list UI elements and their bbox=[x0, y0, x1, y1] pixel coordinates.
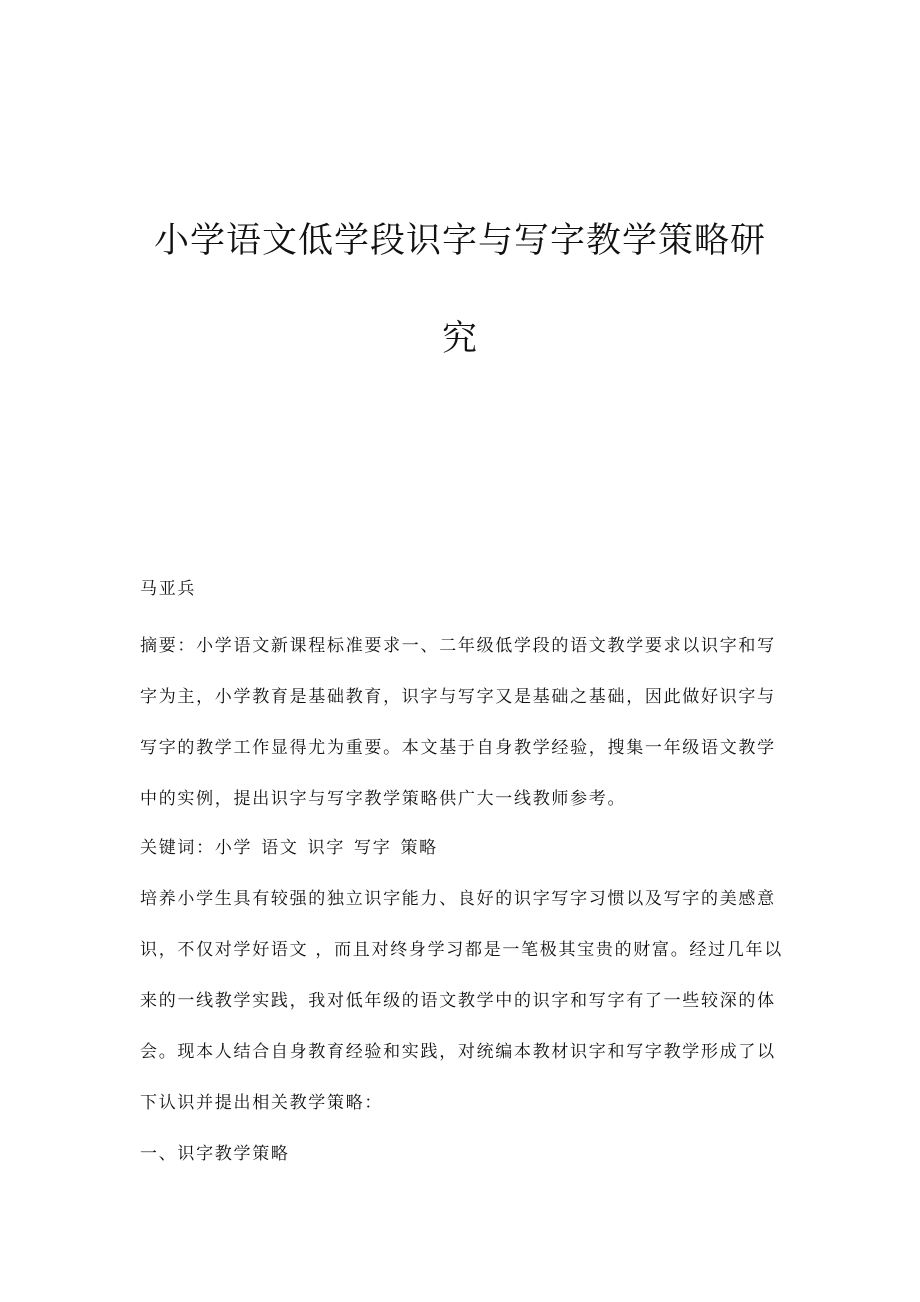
intro-line: 培养小学生具有较强的独立识字能力、良好的识字写字习惯以及写字的美感意 bbox=[140, 889, 776, 909]
intro-paragraph bbox=[140, 874, 790, 1129]
keyword-item: 写字 bbox=[354, 838, 392, 858]
keyword-item: 策略 bbox=[400, 838, 438, 858]
section-heading-text: 一、识字教学策略 bbox=[140, 1144, 290, 1164]
intro-line: 来的一线教学实践，我对低年级的语文教学中的识字和写字有了一些较深的体 bbox=[140, 991, 776, 1011]
abstract-line: 中的实例，提出识字与写字教学策略供广大一线教师参考。 bbox=[140, 789, 627, 809]
keyword-item: 识字 bbox=[307, 838, 346, 858]
abstract-line: 摘要：小学语文新课程标准要求一、二年级低学段的语文教学要求以识字和写 bbox=[140, 636, 776, 656]
keywords-line bbox=[140, 823, 790, 874]
keyword-item: 小学 bbox=[214, 838, 253, 858]
intro-line: 会。现本人结合自身教育经验和实践，对统编本教材识字和写字教学形成了以 bbox=[140, 1042, 776, 1062]
keyword-item: 语文 bbox=[261, 838, 299, 858]
abstract-paragraph bbox=[140, 621, 790, 825]
intro-line: 识，不仅对学好语文 ，而且对终身学习都是一笔极其宝贵的财富。经过几年以 bbox=[140, 940, 783, 960]
author-line: 马亚兵 bbox=[140, 579, 197, 599]
abstract-line: 写字的教学工作显得尤为重要。本文基于自身教学经验，搜集一年级语文教学 bbox=[140, 738, 776, 758]
author-name bbox=[140, 564, 790, 615]
title-line-1: 小学语文低学段识字与写字教学策略研 bbox=[153, 221, 766, 261]
abstract-line: 字为主，小学教育是基础教育，识字与写字又是基础之基础，因此做好识字与 bbox=[140, 687, 776, 707]
title-line-2: 究 bbox=[441, 319, 478, 359]
section-heading bbox=[140, 1129, 790, 1180]
keywords-row bbox=[140, 823, 790, 874]
intro-line: 下认识并提出相关教学策略： bbox=[140, 1093, 384, 1113]
keywords-label: 关键词： bbox=[140, 838, 215, 858]
